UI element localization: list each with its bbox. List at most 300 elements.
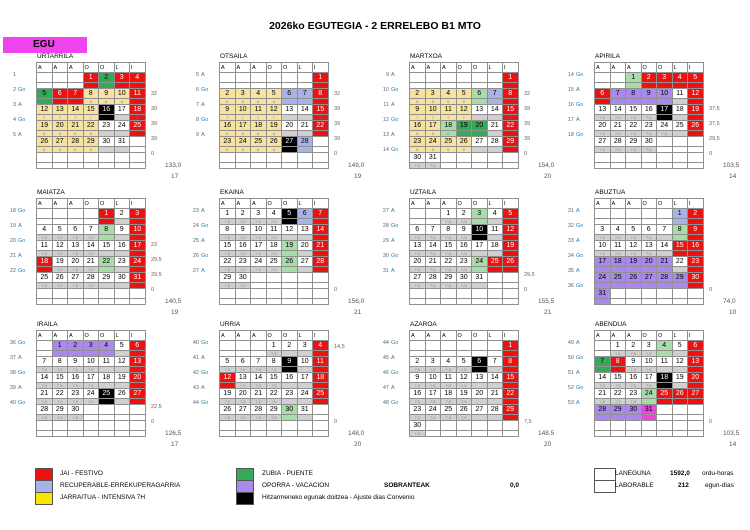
day-cell[interactable] — [83, 153, 99, 163]
day-cell[interactable]: 1 — [610, 341, 626, 351]
day-cell[interactable]: 30 — [626, 405, 642, 415]
day-cell[interactable]: 5 — [114, 341, 130, 351]
day-cell[interactable]: 17 — [114, 105, 130, 115]
day-cell[interactable] — [610, 289, 626, 299]
day-cell[interactable]: 29 — [610, 405, 626, 415]
day-cell[interactable]: 24 — [297, 389, 313, 399]
day-cell[interactable]: 21 — [313, 241, 329, 251]
day-cell[interactable]: 9 — [688, 225, 704, 235]
day-cell[interactable] — [456, 153, 472, 163]
day-cell[interactable]: 25 — [487, 257, 503, 267]
day-cell[interactable] — [52, 421, 68, 431]
day-cell[interactable] — [220, 341, 236, 351]
day-cell[interactable]: 8 — [626, 89, 642, 99]
day-cell[interactable]: 20 — [641, 257, 657, 267]
day-cell[interactable]: 18 — [441, 121, 457, 131]
day-cell[interactable]: 8 — [503, 89, 519, 99]
day-cell[interactable]: 19 — [282, 241, 298, 251]
day-cell[interactable]: 30 — [410, 153, 426, 163]
day-cell[interactable]: 12 — [37, 105, 53, 115]
day-cell[interactable]: 7 — [425, 225, 441, 235]
day-cell[interactable]: 18 — [672, 105, 688, 115]
day-cell[interactable]: 19 — [52, 257, 68, 267]
day-cell[interactable]: 5 — [282, 209, 298, 219]
day-cell[interactable]: 16 — [688, 241, 704, 251]
day-cell[interactable]: 12 — [456, 373, 472, 383]
day-cell[interactable]: 18 — [610, 257, 626, 267]
day-cell[interactable]: 19 — [114, 373, 130, 383]
day-cell[interactable] — [456, 73, 472, 83]
day-cell[interactable]: 22 — [266, 389, 282, 399]
day-cell[interactable] — [456, 341, 472, 351]
day-cell[interactable]: 5 — [456, 357, 472, 367]
day-cell[interactable]: 11 — [487, 225, 503, 235]
day-cell[interactable]: 6 — [68, 225, 84, 235]
day-cell[interactable] — [410, 341, 426, 351]
day-cell[interactable] — [672, 421, 688, 431]
day-cell[interactable] — [266, 273, 282, 283]
day-cell[interactable] — [503, 421, 519, 431]
day-cell[interactable]: 8 — [266, 357, 282, 367]
day-cell[interactable]: 2 — [235, 209, 251, 219]
day-cell[interactable]: 7 — [487, 89, 503, 99]
day-cell[interactable]: 8 — [503, 357, 519, 367]
day-cell[interactable]: 19 — [672, 373, 688, 383]
day-cell[interactable]: 26 — [688, 121, 704, 131]
day-cell[interactable] — [220, 289, 236, 299]
day-cell[interactable]: 28 — [83, 273, 99, 283]
day-cell[interactable]: 9 — [220, 105, 236, 115]
day-cell[interactable]: 16 — [235, 241, 251, 251]
day-cell[interactable]: 10 — [83, 357, 99, 367]
day-cell[interactable]: 28 — [68, 137, 84, 147]
day-cell[interactable]: 17 — [83, 373, 99, 383]
day-cell[interactable]: 29 — [52, 405, 68, 415]
day-cell[interactable]: 9 — [456, 225, 472, 235]
day-cell[interactable] — [114, 405, 130, 415]
day-cell[interactable]: 16 — [99, 105, 115, 115]
day-cell[interactable]: 15 — [99, 241, 115, 251]
day-cell[interactable]: 11 — [610, 241, 626, 251]
day-cell[interactable]: 23 — [410, 405, 426, 415]
day-cell[interactable] — [425, 289, 441, 299]
day-cell[interactable]: 22 — [626, 121, 642, 131]
day-cell[interactable] — [641, 153, 657, 163]
day-cell[interactable]: 11 — [657, 357, 673, 367]
day-cell[interactable]: 25 — [441, 137, 457, 147]
day-cell[interactable]: 22 — [503, 389, 519, 399]
day-cell[interactable]: 12 — [114, 357, 130, 367]
day-cell[interactable]: 27 — [472, 405, 488, 415]
day-cell[interactable]: 1 — [266, 341, 282, 351]
day-cell[interactable] — [37, 73, 53, 83]
day-cell[interactable]: 15 — [266, 373, 282, 383]
day-cell[interactable] — [425, 341, 441, 351]
day-cell[interactable]: 24 — [130, 257, 146, 267]
day-cell[interactable]: 12 — [503, 225, 519, 235]
day-cell[interactable]: 1 — [220, 209, 236, 219]
day-cell[interactable] — [425, 73, 441, 83]
day-cell[interactable]: 29 — [626, 137, 642, 147]
day-cell[interactable] — [441, 289, 457, 299]
day-cell[interactable] — [68, 421, 84, 431]
day-cell[interactable]: 30 — [456, 273, 472, 283]
day-cell[interactable]: 25 — [672, 121, 688, 131]
day-cell[interactable]: 3 — [251, 209, 267, 219]
day-cell[interactable] — [688, 405, 704, 415]
day-cell[interactable]: 24 — [657, 121, 673, 131]
day-cell[interactable] — [626, 421, 642, 431]
day-cell[interactable]: 6 — [282, 89, 298, 99]
day-cell[interactable]: 7 — [83, 225, 99, 235]
day-cell[interactable]: 2 — [282, 341, 298, 351]
day-cell[interactable]: 27 — [297, 257, 313, 267]
day-cell[interactable]: 29 — [441, 273, 457, 283]
day-cell[interactable]: 17 — [130, 241, 146, 251]
day-cell[interactable]: 27 — [641, 273, 657, 283]
day-cell[interactable]: 20 — [410, 257, 426, 267]
day-cell[interactable]: 25 — [266, 257, 282, 267]
day-cell[interactable]: 1 — [83, 73, 99, 83]
day-cell[interactable]: 2 — [456, 209, 472, 219]
day-cell[interactable]: 20 — [235, 389, 251, 399]
day-cell[interactable]: 11 — [251, 105, 267, 115]
day-cell[interactable]: 7 — [37, 357, 53, 367]
day-cell[interactable]: 20 — [472, 389, 488, 399]
day-cell[interactable]: 8 — [441, 225, 457, 235]
day-cell[interactable]: 18 — [266, 241, 282, 251]
day-cell[interactable]: 6 — [52, 89, 68, 99]
day-cell[interactable]: 18 — [130, 105, 146, 115]
day-cell[interactable]: 14 — [313, 225, 329, 235]
day-cell[interactable]: 12 — [688, 89, 704, 99]
day-cell[interactable]: 25 — [37, 273, 53, 283]
day-cell[interactable] — [487, 153, 503, 163]
day-cell[interactable]: 5 — [220, 357, 236, 367]
day-cell[interactable]: 23 — [282, 389, 298, 399]
day-cell[interactable]: 10 — [472, 225, 488, 235]
day-cell[interactable] — [672, 153, 688, 163]
day-cell[interactable]: 14 — [487, 105, 503, 115]
day-cell[interactable]: 26 — [220, 405, 236, 415]
day-cell[interactable]: 9 — [114, 225, 130, 235]
day-cell[interactable] — [114, 421, 130, 431]
day-cell[interactable]: 21 — [595, 389, 611, 399]
day-cell[interactable] — [297, 421, 313, 431]
day-cell[interactable]: 11 — [441, 373, 457, 383]
day-cell[interactable]: 27 — [68, 273, 84, 283]
day-cell[interactable]: 23 — [114, 257, 130, 267]
day-cell[interactable]: 16 — [456, 241, 472, 251]
day-cell[interactable]: 31 — [472, 273, 488, 283]
day-cell[interactable]: 25 — [251, 137, 267, 147]
day-cell[interactable]: 10 — [251, 225, 267, 235]
day-cell[interactable] — [251, 153, 267, 163]
day-cell[interactable]: 14 — [251, 373, 267, 383]
day-cell[interactable] — [68, 73, 84, 83]
day-cell[interactable]: 16 — [626, 373, 642, 383]
day-cell[interactable]: 2 — [410, 357, 426, 367]
day-cell[interactable] — [425, 421, 441, 431]
day-cell[interactable] — [99, 289, 115, 299]
day-cell[interactable]: 26 — [456, 405, 472, 415]
day-cell[interactable] — [37, 289, 53, 299]
day-cell[interactable]: 30 — [641, 137, 657, 147]
day-cell[interactable]: 28 — [313, 257, 329, 267]
day-cell[interactable]: 4 — [672, 73, 688, 83]
day-cell[interactable]: 13 — [472, 105, 488, 115]
day-cell[interactable]: 9 — [282, 357, 298, 367]
day-cell[interactable]: 26 — [52, 273, 68, 283]
day-cell[interactable] — [114, 153, 130, 163]
day-cell[interactable]: 15 — [220, 241, 236, 251]
day-cell[interactable]: 22 — [99, 257, 115, 267]
day-cell[interactable]: 14 — [37, 373, 53, 383]
day-cell[interactable]: 10 — [657, 89, 673, 99]
day-cell[interactable]: 9 — [68, 357, 84, 367]
day-cell[interactable] — [487, 421, 503, 431]
day-cell[interactable]: 16 — [68, 373, 84, 383]
day-cell[interactable]: 26 — [114, 389, 130, 399]
day-cell[interactable] — [297, 273, 313, 283]
day-cell[interactable]: 10 — [425, 105, 441, 115]
day-cell[interactable]: 4 — [130, 73, 146, 83]
day-cell[interactable] — [672, 137, 688, 147]
day-cell[interactable] — [641, 289, 657, 299]
day-cell[interactable] — [595, 341, 611, 351]
day-cell[interactable] — [610, 421, 626, 431]
day-cell[interactable] — [441, 73, 457, 83]
day-cell[interactable]: 11 — [37, 241, 53, 251]
day-cell[interactable]: 29 — [503, 137, 519, 147]
day-cell[interactable]: 20 — [297, 241, 313, 251]
day-cell[interactable] — [68, 209, 84, 219]
day-cell[interactable]: 21 — [610, 121, 626, 131]
day-cell[interactable] — [83, 209, 99, 219]
day-cell[interactable] — [130, 153, 146, 163]
day-cell[interactable]: 6 — [472, 89, 488, 99]
day-cell[interactable]: 4 — [266, 209, 282, 219]
day-cell[interactable]: 27 — [688, 389, 704, 399]
day-cell[interactable] — [282, 421, 298, 431]
day-cell[interactable]: 26 — [456, 137, 472, 147]
day-cell[interactable]: 24 — [425, 405, 441, 415]
day-cell[interactable] — [657, 421, 673, 431]
day-cell[interactable]: 27 — [52, 137, 68, 147]
day-cell[interactable]: 13 — [410, 241, 426, 251]
day-cell[interactable]: 14 — [657, 241, 673, 251]
day-cell[interactable]: 2 — [626, 341, 642, 351]
day-cell[interactable]: 11 — [313, 357, 329, 367]
day-cell[interactable]: 18 — [487, 241, 503, 251]
day-cell[interactable]: 9 — [410, 373, 426, 383]
day-cell[interactable]: 7 — [487, 357, 503, 367]
day-cell[interactable]: 26 — [503, 257, 519, 267]
day-cell[interactable]: 24 — [251, 257, 267, 267]
day-cell[interactable] — [220, 153, 236, 163]
day-cell[interactable]: 17 — [235, 121, 251, 131]
day-cell[interactable]: 11 — [441, 105, 457, 115]
day-cell[interactable]: 6 — [410, 225, 426, 235]
day-cell[interactable]: 12 — [672, 357, 688, 367]
day-cell[interactable]: 25 — [441, 405, 457, 415]
day-cell[interactable] — [52, 73, 68, 83]
day-cell[interactable]: 20 — [282, 121, 298, 131]
day-cell[interactable] — [472, 341, 488, 351]
day-cell[interactable] — [487, 273, 503, 283]
day-cell[interactable]: 12 — [52, 241, 68, 251]
day-cell[interactable] — [266, 289, 282, 299]
day-cell[interactable] — [52, 209, 68, 219]
day-cell[interactable]: 15 — [503, 105, 519, 115]
day-cell[interactable]: 3 — [114, 73, 130, 83]
day-cell[interactable]: 2 — [688, 209, 704, 219]
day-cell[interactable]: 6 — [688, 341, 704, 351]
day-cell[interactable]: 12 — [266, 105, 282, 115]
day-cell[interactable]: 6 — [297, 209, 313, 219]
day-cell[interactable]: 9 — [99, 89, 115, 99]
day-cell[interactable]: 26 — [672, 389, 688, 399]
day-cell[interactable]: 27 — [235, 405, 251, 415]
day-cell[interactable] — [657, 209, 673, 219]
day-cell[interactable] — [251, 289, 267, 299]
day-cell[interactable]: 7 — [595, 357, 611, 367]
day-cell[interactable]: 29 — [99, 273, 115, 283]
day-cell[interactable]: 21 — [657, 257, 673, 267]
day-cell[interactable] — [251, 421, 267, 431]
day-cell[interactable]: 8 — [672, 225, 688, 235]
day-cell[interactable] — [657, 289, 673, 299]
day-cell[interactable]: 17 — [641, 373, 657, 383]
day-cell[interactable] — [251, 273, 267, 283]
day-cell[interactable]: 1 — [313, 73, 329, 83]
day-cell[interactable]: 22 — [313, 121, 329, 131]
day-cell[interactable] — [641, 421, 657, 431]
day-cell[interactable]: 17 — [425, 121, 441, 131]
day-cell[interactable]: 19 — [626, 257, 642, 267]
day-cell[interactable]: 4 — [251, 89, 267, 99]
day-cell[interactable] — [313, 289, 329, 299]
day-cell[interactable]: 10 — [425, 373, 441, 383]
day-cell[interactable] — [52, 289, 68, 299]
day-cell[interactable]: 28 — [37, 405, 53, 415]
day-cell[interactable]: 30 — [68, 405, 84, 415]
day-cell[interactable]: 2 — [68, 341, 84, 351]
day-cell[interactable]: 19 — [688, 105, 704, 115]
day-cell[interactable]: 17 — [472, 241, 488, 251]
day-cell[interactable] — [297, 289, 313, 299]
day-cell[interactable]: 29 — [220, 273, 236, 283]
day-cell[interactable]: 28 — [251, 405, 267, 415]
day-cell[interactable]: 5 — [672, 341, 688, 351]
day-cell[interactable]: 19 — [503, 241, 519, 251]
day-cell[interactable] — [251, 73, 267, 83]
day-cell[interactable]: 5 — [37, 89, 53, 99]
day-cell[interactable] — [626, 209, 642, 219]
day-cell[interactable]: 9 — [410, 105, 426, 115]
day-cell[interactable] — [487, 289, 503, 299]
day-cell[interactable]: 23 — [235, 257, 251, 267]
day-cell[interactable] — [266, 153, 282, 163]
day-cell[interactable]: 19 — [456, 121, 472, 131]
day-cell[interactable]: 22 — [83, 121, 99, 131]
day-cell[interactable] — [99, 421, 115, 431]
day-cell[interactable]: 10 — [297, 357, 313, 367]
day-cell[interactable]: 24 — [425, 137, 441, 147]
day-cell[interactable]: 3 — [657, 73, 673, 83]
day-cell[interactable]: 25 — [657, 389, 673, 399]
day-cell[interactable]: 15 — [83, 105, 99, 115]
day-cell[interactable]: 15 — [441, 241, 457, 251]
day-cell[interactable] — [487, 73, 503, 83]
day-cell[interactable]: 19 — [456, 389, 472, 399]
day-cell[interactable] — [313, 153, 329, 163]
day-cell[interactable] — [313, 405, 329, 415]
day-cell[interactable]: 1 — [503, 73, 519, 83]
day-cell[interactable]: 19 — [266, 121, 282, 131]
day-cell[interactable] — [297, 153, 313, 163]
day-cell[interactable]: 21 — [297, 121, 313, 131]
day-cell[interactable] — [441, 153, 457, 163]
day-cell[interactable]: 18 — [441, 389, 457, 399]
day-cell[interactable]: 1 — [503, 341, 519, 351]
day-cell[interactable] — [235, 341, 251, 351]
day-cell[interactable] — [503, 273, 519, 283]
day-cell[interactable]: 6 — [595, 89, 611, 99]
day-cell[interactable]: 14 — [68, 105, 84, 115]
day-cell[interactable] — [68, 153, 84, 163]
day-cell[interactable]: 6 — [472, 357, 488, 367]
day-cell[interactable] — [657, 137, 673, 147]
day-cell[interactable]: 7 — [68, 89, 84, 99]
day-cell[interactable]: 24 — [114, 121, 130, 131]
day-cell[interactable] — [37, 341, 53, 351]
day-cell[interactable]: 22 — [672, 257, 688, 267]
day-cell[interactable] — [130, 137, 146, 147]
day-cell[interactable]: 31 — [595, 289, 611, 299]
day-cell[interactable]: 13 — [472, 373, 488, 383]
day-cell[interactable]: 10 — [114, 89, 130, 99]
day-cell[interactable] — [235, 73, 251, 83]
day-cell[interactable]: 7 — [251, 357, 267, 367]
day-cell[interactable]: 20 — [472, 121, 488, 131]
day-cell[interactable]: 12 — [456, 105, 472, 115]
day-cell[interactable]: 2 — [114, 209, 130, 219]
day-cell[interactable]: 24 — [83, 389, 99, 399]
day-cell[interactable]: 21 — [37, 389, 53, 399]
day-cell[interactable]: 22 — [503, 121, 519, 131]
day-cell[interactable] — [472, 421, 488, 431]
day-cell[interactable]: 20 — [130, 373, 146, 383]
day-cell[interactable]: 15 — [52, 373, 68, 383]
day-cell[interactable] — [37, 153, 53, 163]
day-cell[interactable] — [595, 73, 611, 83]
day-cell[interactable] — [688, 153, 704, 163]
day-cell[interactable]: 30 — [235, 273, 251, 283]
day-cell[interactable]: 21 — [487, 389, 503, 399]
day-cell[interactable]: 4 — [441, 89, 457, 99]
day-cell[interactable] — [282, 73, 298, 83]
day-cell[interactable]: 15 — [626, 105, 642, 115]
day-cell[interactable]: 3 — [425, 89, 441, 99]
day-cell[interactable] — [487, 341, 503, 351]
day-cell[interactable]: 1 — [626, 73, 642, 83]
day-cell[interactable]: 18 — [99, 373, 115, 383]
day-cell[interactable]: 5 — [266, 89, 282, 99]
day-cell[interactable]: 7 — [610, 89, 626, 99]
day-cell[interactable] — [503, 153, 519, 163]
day-cell[interactable]: 5 — [688, 73, 704, 83]
